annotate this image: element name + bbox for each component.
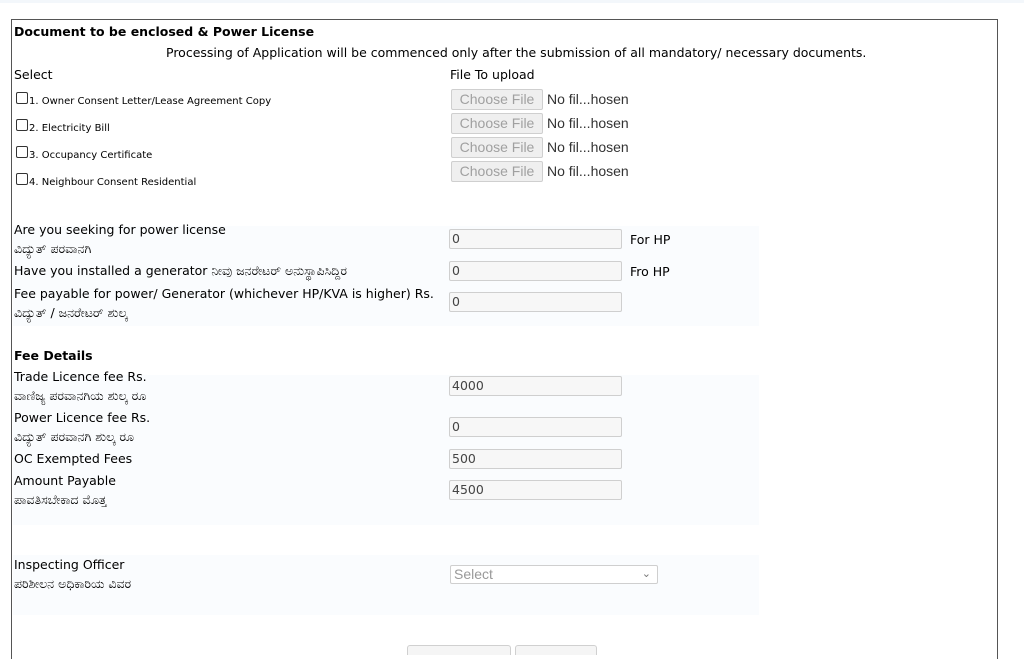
amount-payable-label-kannada: ಪಾವತಿಸಬೇಕಾದ ಮೊತ್ತ (14, 492, 107, 507)
inspecting-officer-label-kannada: ಪರಿಶೀಲನ ಅಧಿಕಾರಿಯ ವಿವರ (14, 576, 132, 591)
document-label: 2. Electricity Bill (29, 123, 110, 134)
trade-licence-fee-input[interactable]: 4000 (449, 376, 622, 396)
trade-licence-fee-label-kannada: ವಾಣಿಜ್ಯ ಪರವಾನಗಿಯ ಶುಲ್ಕ ರೂ (14, 388, 147, 403)
fee-payable-label: Fee payable for power/ Generator (whichever HP/KVA is higher) Rs. (14, 286, 434, 301)
power-unit-label: For HP (630, 232, 671, 247)
notice-text: Processing of Application will be commenced only after the submission of all mandatory/ necessary documents. (166, 45, 867, 60)
choose-file-button[interactable]: Choose File (451, 161, 543, 182)
file-name-text: No fil...hosen (547, 91, 629, 107)
power-licence-fee-label: Power Licence fee Rs. (14, 410, 151, 425)
fee-payable-input[interactable]: 0 (449, 292, 622, 312)
document-checkbox[interactable] (16, 119, 28, 131)
power-licence-fee-input[interactable]: 0 (449, 417, 622, 437)
file-name-text: No fil...hosen (547, 163, 629, 179)
amount-payable-label: Amount Payable (14, 473, 116, 488)
chevron-down-icon: ⌄ (641, 568, 651, 580)
power-hp-input[interactable]: 0 (449, 229, 622, 249)
select-column-header: Select (14, 67, 53, 82)
section-title: Document to be enclosed & Power License (14, 24, 315, 39)
choose-file-button[interactable]: Choose File (451, 137, 543, 158)
power-licence-fee-label-kannada: ವಿದ್ಯುತ್ ಪರವಾನಗಿ ಶುಲ್ಕ ರೂ (14, 429, 134, 444)
power-license-label-kannada: ವಿದ್ಯುತ್ ಪರವಾನಗಿ (14, 241, 92, 256)
bottom-action-button[interactable] (407, 645, 511, 655)
upload-column-header: File To upload (450, 67, 535, 82)
choose-file-button[interactable]: Choose File (451, 89, 543, 110)
choose-file-button[interactable]: Choose File (451, 113, 543, 134)
document-checkbox[interactable] (16, 92, 28, 104)
document-checkbox[interactable] (16, 146, 28, 158)
fee-payable-label-kannada: ವಿದ್ಯುತ್ / ಜನರೇಟರ್ ಶುಲ್ಕ (14, 305, 128, 320)
document-label: 3. Occupancy Certificate (29, 150, 153, 161)
fee-details-title: Fee Details (14, 348, 93, 363)
document-checkbox[interactable] (16, 173, 28, 185)
inspecting-officer-select[interactable] (450, 565, 658, 584)
oc-exempted-fees-input[interactable]: 500 (449, 449, 622, 469)
top-strip (0, 0, 1024, 3)
oc-exempted-fees-label: OC Exempted Fees (14, 451, 133, 466)
inspecting-officer-label: Inspecting Officer (14, 557, 125, 572)
bottom-action-button[interactable] (515, 645, 597, 655)
power-license-label: Are you seeking for power license (14, 222, 226, 237)
trade-licence-fee-label: Trade Licence fee Rs. (14, 369, 147, 384)
amount-payable-input[interactable]: 4500 (449, 480, 622, 500)
generator-unit-label: Fro HP (630, 264, 670, 279)
generator-label: Have you installed a generator ನೀವು ಜನರೇಟರ್ ಅನುಸ್ಥಾಪಿಸಿದ್ದಿರ (14, 263, 347, 278)
file-name-text: No fil...hosen (547, 115, 629, 131)
select-value: Select (454, 566, 493, 582)
file-name-text: No fil...hosen (547, 139, 629, 155)
document-label: 4. Neighbour Consent Residential (29, 177, 197, 188)
generator-hp-input[interactable]: 0 (449, 261, 622, 281)
document-label: 1. Owner Consent Letter/Lease Agreement Copy (29, 96, 272, 107)
